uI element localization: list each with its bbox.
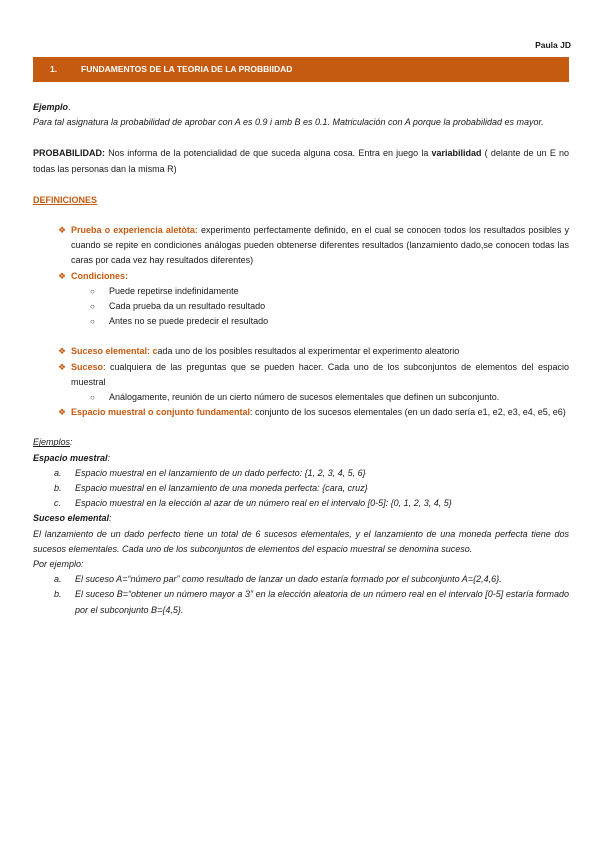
por-ejemplo: Por ejemplo: [33,559,84,570]
list-label: a. [54,574,62,585]
suceso-paragraph: El lanzamiento de un dado perfecto tiene un total de 6 sucesos elementales, y el lanzamiento de una moneda perfecta tiene dos sucesos elementales. Cada uno de los subconjuntos de elementos del espacio muestral se denomina suceso. [33,528,569,554]
ejemplo-dot: . [68,102,71,112]
list-text: El suceso A=“número par” como resultado de lanzar un dado estaría formado por el subconjunto A={2,4,6}. [75,574,502,585]
suceso-colon: : [109,513,112,524]
list-text: Espacio muestral en la elección al azar de un número real en el intervalo [0-5]: {0, 1, 2, 3, 4, 5} [75,498,452,509]
variabilidad-keyword: variabilidad [431,148,482,159]
condicion-text: Cada prueba da un resultado resultado [109,301,266,312]
document-body [33,100,569,618]
def-term: Suceso elemental: c [71,346,158,357]
def-term: Espacio muestral o conjunto fundamental [71,407,251,418]
definiciones-heading: DEFINICIONES [33,194,98,205]
def-item-condiciones [33,269,569,284]
suceso-sub-text: Análogamente, reunión de un cierto número de sucesos elementales que definen un subconjunto. [109,392,500,403]
def-term: Prueba o experiencia aletòta: [71,225,198,236]
def-item-suceso [33,360,569,390]
probabilidad-text-1: Nos informa de la potencialidad de que suceda alguna cosa. Entra en juego la [105,148,432,159]
ejemplos-colon: : [70,437,73,448]
def-item-suceso-elemental [33,344,569,359]
condicion-text: Puede repetirse indefinidamente [109,285,239,296]
def-text: ada uno de los posibles resultados al experimentar el experimento aleatorio [157,346,460,357]
circle-bullet-icon: ○ [90,317,95,327]
condicion-item [33,299,569,314]
diamond-bullet-icon: ❖ [58,270,67,281]
list-text: Espacio muestral en el lanzamiento de un dado perfecto: {1, 2, 3, 4, 5, 6} [75,467,366,478]
def-item-espacio-muestral [33,405,569,420]
diamond-bullet-icon: ❖ [58,407,67,418]
espacio-heading: Espacio muestral [33,452,108,463]
list-item [54,587,569,617]
ejemplo-text: Para tal asignatura la probabilidad de aprobar con A es 0.9 i amb B es 0.1. Matriculación con A porque la probabilidad es mayor. [33,117,544,128]
definiciones-list [33,223,569,420]
condicion-item [33,314,569,329]
diamond-bullet-icon: ❖ [58,361,67,372]
list-item [54,572,569,587]
suceso-heading: Suceso elemental [33,513,110,524]
espacio-colon: : [107,452,111,463]
list-label: c. [54,498,62,509]
circle-bullet-icon: ○ [90,302,95,312]
circle-bullet-icon: ○ [90,286,95,296]
condicion-item [33,284,569,299]
list-item [54,496,569,511]
suceso-sub-item [33,390,569,405]
ejemplos-heading: Ejemplos [33,437,71,448]
list-label: b. [54,483,62,494]
probabilidad-label: PROBABILIDAD: [33,148,105,159]
ejemplo-label: Ejemplo [33,102,69,112]
section-number: 1. [50,63,58,74]
probabilidad-paragraph [33,146,569,176]
probabilidad-text-2: ( delante de un E no todas las personas dan la misma R) [33,148,570,174]
def-term: Condiciones: [71,270,129,281]
ejemplo-label-line [33,100,569,115]
ejemplos-section [33,435,569,617]
author-name: Paula JD [535,40,571,50]
por-ejemplo-list [33,572,569,618]
circle-bullet-icon: ○ [90,393,95,403]
diamond-bullet-icon: ❖ [58,346,67,357]
diamond-bullet-icon: ❖ [58,225,67,236]
def-text: : conjunto de los sucesos elementales (en un dado sería e1, e2, e3, e4, e5, e6) [250,407,566,418]
def-term: Suceso [71,361,104,372]
espacio-list [33,466,569,512]
suceso-heading-line [33,511,569,526]
list-text: El suceso B=“obtener un número mayor a 3” en la elección aleatoria de un número real en el intervalo [0-5] estaría formado por el subconjunto B={4,5}. [75,589,569,615]
def-item-prueba [33,223,569,269]
list-label: b. [54,589,62,600]
list-item [54,466,569,481]
list-label: a. [54,467,62,478]
section-heading-bar [33,57,569,82]
espacio-heading-line [33,451,569,466]
list-item [54,481,569,496]
def-text: : cualquiera de las preguntas que se pueden hacer. Cada uno de los subconjuntos de elementos del espacio muestral [71,361,569,387]
ejemplos-heading-line [33,435,569,450]
section-title: FUNDAMENTOS DE LA TEORIA DE LA PROBBIIDAD [81,63,293,74]
condicion-text: Antes no se puede predecir el resultado [109,316,269,327]
list-text: Espacio muestral en el lanzamiento de una moneda perfecta: {cara, cruz} [75,483,368,494]
def-text: experimento perfectamente definido, en el cual se conocen todos los resultados posibles y cuando se repite en condiciones análogas pueden obtenerse diferentes resultados (lanzamiento dado,se conocen todas las caras por cada vez hay resultados diferentes) [71,225,570,266]
